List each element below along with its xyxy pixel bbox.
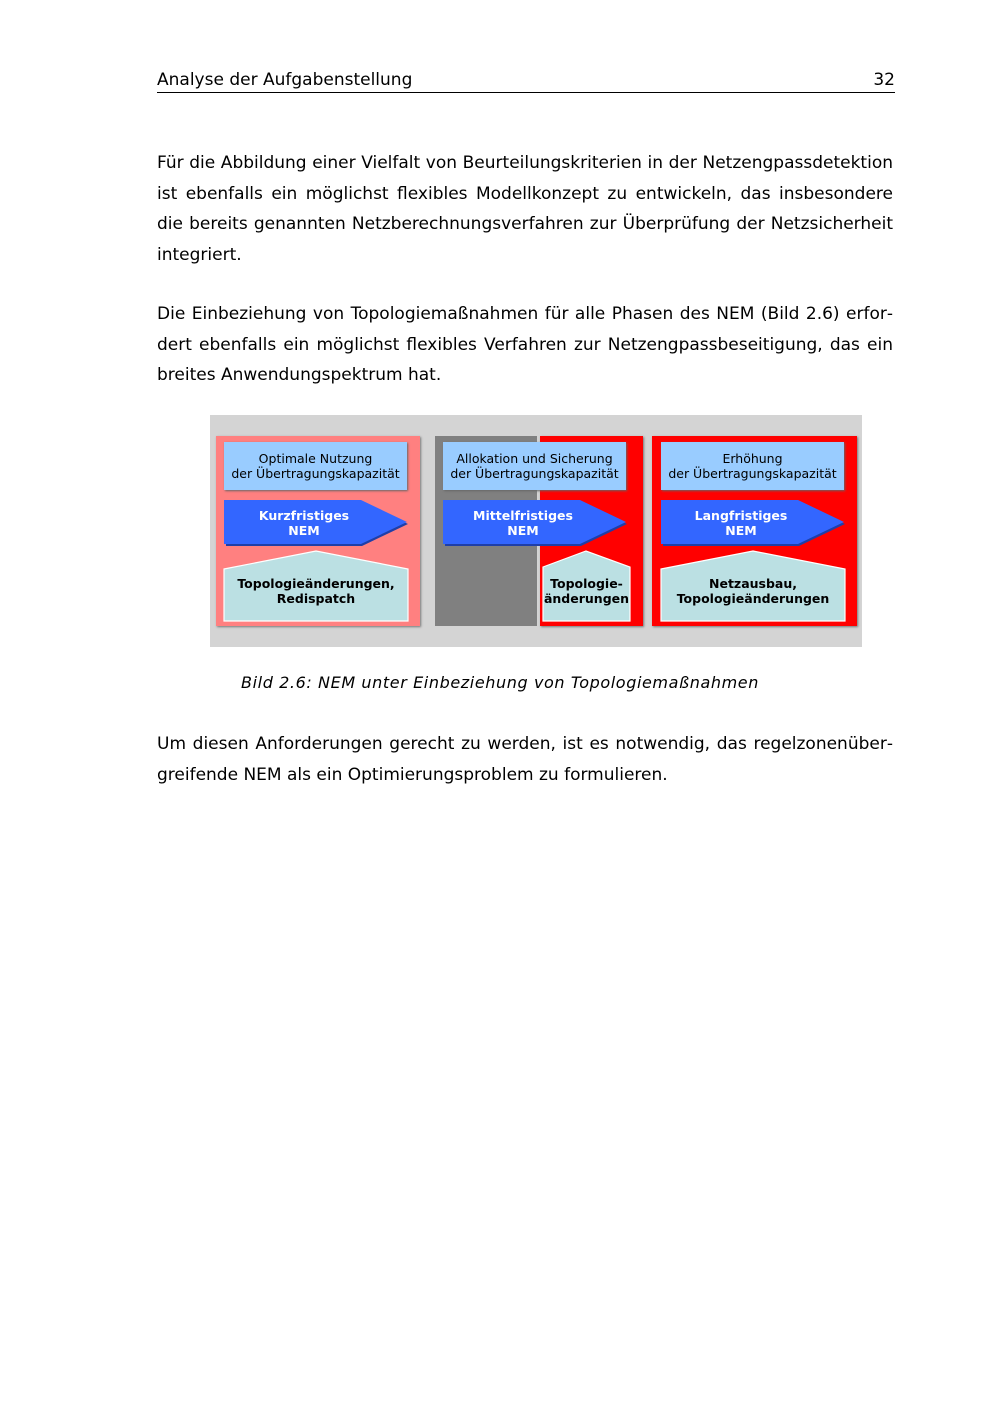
measure-label-line2: Redispatch — [276, 591, 356, 606]
goal-box-mid-term — [443, 442, 626, 490]
goal-text-line1: Allokation und Sicherung — [456, 451, 613, 466]
phase-label-line1: Langfristiges — [694, 508, 788, 523]
phase-label-line2: NEM — [507, 523, 539, 538]
phase-label-line1: Mittelfristiges — [473, 508, 573, 523]
goal-box-short-term — [224, 442, 407, 490]
measure-label — [542, 576, 631, 606]
measure-label-line2: Topologieänderungen — [676, 591, 830, 606]
measure-label — [660, 576, 846, 606]
phase-arrow-mid-term — [443, 499, 628, 547]
goal-text-line2: der Übertragungskapazität — [450, 466, 619, 481]
paragraph-1: Für die Abbildung einer Vielfalt von Beurteilungskriterien in der Netzengpassdetektion ist ebenfalls ein möglichst flexibles Modellkonzept zu entwickeln, das insbesondere die bereits genannten Netzberechnungsverfahren zur Überprüfung der Netzsicherheit integriert. — [157, 153, 893, 265]
page-header — [157, 70, 895, 93]
phase-label — [661, 499, 821, 547]
measure-label-line2: änderungen — [543, 591, 630, 606]
figure-caption: Bild 2.6: NEM unter Einbeziehung von Topologiemaßnahmen — [241, 673, 759, 692]
goal-text-line1: Optimale Nutzung — [258, 451, 373, 466]
goal-box-long-term — [661, 442, 844, 490]
phase-label-line2: NEM — [288, 523, 320, 538]
paragraph-2: Die Einbeziehung von Topologiemaßnahmen für alle Phasen des NEM (Bild 2.6) erfordert ebenfalls ein möglichst flexibles Verfahren zur Netzengpassbeseitigung, das ein breites Anwendungspektrum hat. — [157, 304, 893, 385]
paragraph-3: Um diesen Anforderungen gerecht zu werden, ist es notwendig, das regelzonenübergreifende NEM als ein Optimierungsproblem zu formulieren. — [157, 734, 893, 785]
measure-label-line1: Topologie- — [550, 576, 623, 591]
phase-label — [443, 499, 603, 547]
goal-text-line1: Erhöhung — [722, 451, 783, 466]
phase-label-line1: Kurzfristiges — [258, 508, 350, 523]
measure-label-line1: Netzausbau, — [709, 576, 797, 591]
measure-box-mid-term — [542, 550, 631, 622]
measure-label — [223, 576, 409, 606]
phase-arrow-short-term — [224, 499, 409, 547]
goal-text-line2: der Übertragungskapazität — [668, 466, 837, 481]
figure-nem-phases — [210, 415, 862, 647]
phase-label-line2: NEM — [725, 523, 757, 538]
phase-arrow-long-term — [661, 499, 846, 547]
measure-box-short-term — [223, 550, 409, 622]
measure-box-long-term — [660, 550, 846, 622]
page-number: 32 — [873, 70, 895, 90]
measure-label-line1: Topologieänderungen, — [237, 576, 395, 591]
phase-label — [224, 499, 384, 547]
running-title: Analyse der Aufgabenstellung — [157, 70, 413, 90]
goal-text-line2: der Übertragungskapazität — [231, 466, 400, 481]
